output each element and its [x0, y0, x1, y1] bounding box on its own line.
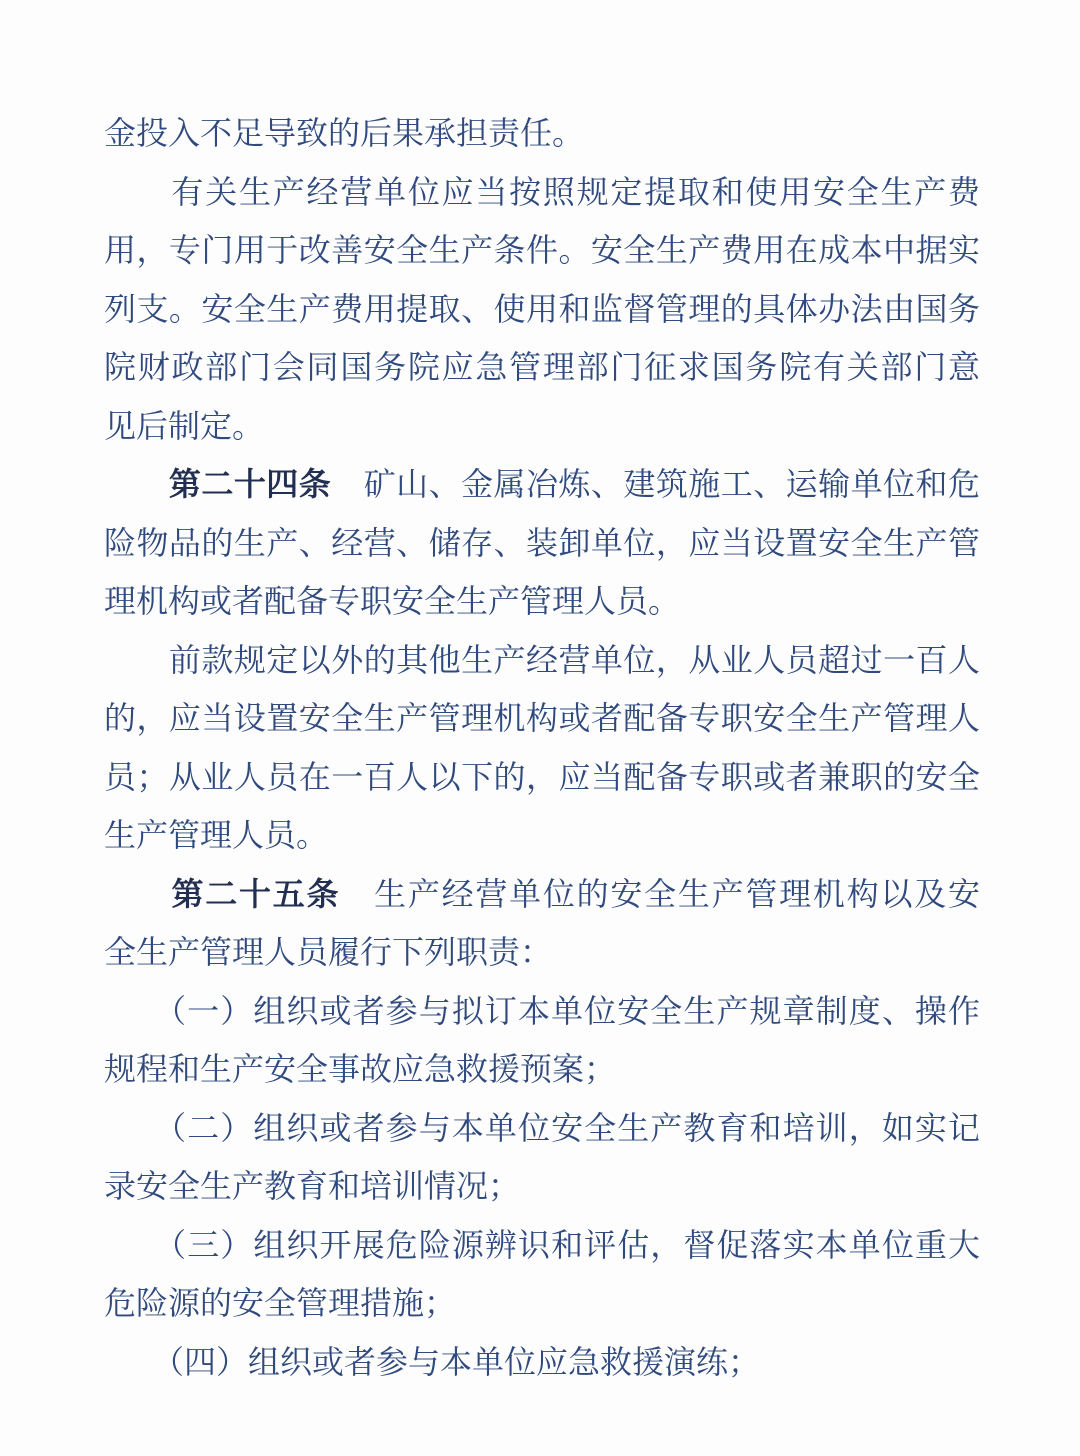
- text-line: 录安全生产教育和培训情况；: [104, 1168, 521, 1204]
- text-line: 见后制定。: [104, 407, 265, 444]
- text-line: 全生产管理人员履行下列职责：: [104, 934, 553, 970]
- text-line: 院财政部门会同国务院应急管理部门征求国务院有关部门意: [104, 349, 980, 385]
- article-25-text: 生产经营单位的安全生产管理机构以及安: [340, 875, 980, 912]
- article-24-text: 矿山、金属冶炼、建筑施工、运输单位和危: [331, 466, 980, 502]
- article-24-number: 第二十四条: [104, 466, 332, 502]
- text-line: 用，专门用于改善安全生产条件。安全生产费用在成本中据实: [104, 232, 980, 268]
- text-line: （四）组织或者参与本单位应急救援演练；: [104, 1343, 761, 1380]
- text-line: （三）组织开展危险源辨识和评估，督促落实本单位重大: [104, 1226, 980, 1263]
- text-line: 金投入不足导致的后果承担责任。: [104, 115, 585, 151]
- text-line: [104, 865, 980, 924]
- text-line: 列支。安全生产费用提取、使用和监督管理的具体办法由国务: [104, 290, 980, 327]
- article-25-number: 第二十五条: [104, 875, 341, 912]
- text-line: 险物品的生产、经营、储存、装卸单位，应当设置安全生产管: [104, 524, 980, 561]
- text-line: （二）组织或者参与本单位安全生产教育和培训，如实记: [104, 1109, 980, 1146]
- text-line: [104, 455, 980, 514]
- text-line: （一）组织或者参与拟订本单位安全生产规章制度、操作: [104, 992, 980, 1029]
- text-line: 的，应当设置安全生产管理机构或者配备专职安全生产管理人: [104, 700, 980, 736]
- text-line: 有关生产经营单位应当按照规定提取和使用安全生产费: [104, 173, 980, 210]
- text-line: 理机构或者配备专职安全生产管理人员。: [104, 583, 681, 619]
- text-line: 员；从业人员在一百人以下的，应当配备专职或者兼职的安全: [104, 758, 980, 795]
- text-line: 前款规定以外的其他生产经营单位，从业人员超过一百人: [104, 641, 980, 678]
- text-line: 危险源的安全管理措施；: [104, 1285, 457, 1321]
- text-line: 生产管理人员。: [104, 817, 329, 853]
- text-line: 规程和生产安全事故应急救援预案；: [104, 1051, 617, 1087]
